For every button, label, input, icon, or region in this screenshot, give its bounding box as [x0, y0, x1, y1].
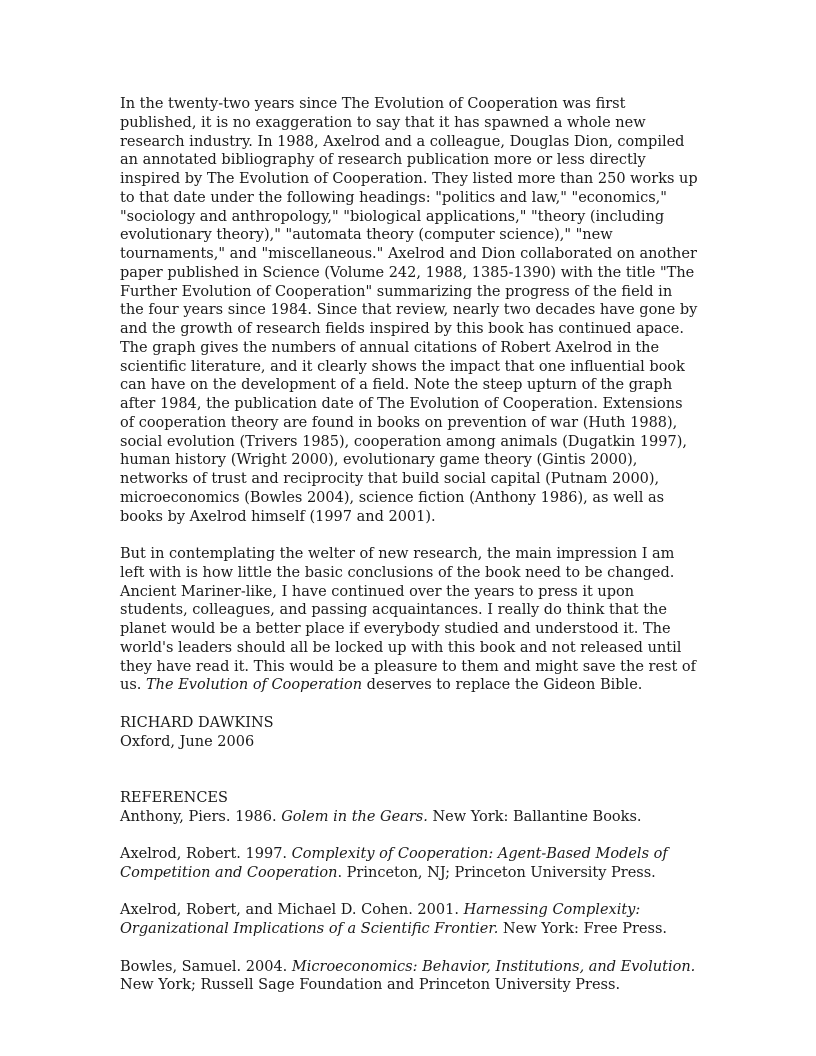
reference-spacer [120, 939, 700, 958]
section-spacer [120, 751, 700, 789]
document-page [120, 95, 700, 995]
reference-entry: Anthony, Piers. 1986. Golem in the Gears. New York: Ballantine Books. [120, 808, 642, 825]
reference-entry: Bowles, Samuel. 2004. Microeconomics: Behavior, Institutions, and Evolution. New York; Russell Sage Foundation and Princeton University Press. [120, 958, 696, 994]
reference-title: Harnessing Complexity: Organizational Implications of a Scientific Frontier. [120, 902, 641, 937]
reference-entry: Axelrod, Robert. 1997. Complexity of Cooperation: Agent-Based Models of Competition and Cooperation. Princeton, NJ; Princeton University Press. [120, 846, 668, 881]
body-paragraph-1: In the twenty-two years since The Evolution of Cooperation was first published, it is no exaggeration to say that it has spawned a whole new research industry. In 1988, Axelrod and a colleague, Douglas Dion, compiled an annotated bibliography of research publication more or less directly inspired by The Evolution of Cooperation. They listed more than 250 works up to that date under the following headings: "politics and law," "economics," "sociology and anthropology," "biological applications," "theory (including evolutionary theory)," "automata theory (computer science)," "new tournaments," and "miscellaneous." Axelrod and Dion collaborated on another paper published in Science (Volume 242, 1988, 1385-1390) with the title "The Further Evolution of Cooperation" summarizing the progress of the field in the four years since 1984. Since that review, nearly two decades have gone by and the growth of research fields inspired by this book has continued apace. The graph gives the numbers of annual citations of Robert Axelrod in the scientific literature, and it clearly shows the impact that one influential book can have on the development of a field. Note the steep upturn of the graph after 1984, the publication date of The Evolution of Cooperation. Extensions of cooperation theory are found in books on prevention of war (Huth 1988), social evolution (Trivers 1985), cooperation among animals (Dugatkin 1997), human history (Wright 2000), evolutionary game theory (Gintis 2000), networks of trust and reciprocity that build social capital (Putnam 2000), microeconomics (Bowles 2004), science fiction (Anthony 1986), as well as books by Axelrod himself (1997 and 2001). [120, 96, 698, 525]
paragraph-spacer [120, 695, 700, 714]
place-date: Oxford, June 2006 [120, 733, 255, 750]
reference-entry: Axelrod, Robert, and Michael D. Cohen. 2001. Harnessing Complexity: Organizational Implications of a Scientific Frontier. New York: Free Press. [120, 902, 667, 937]
reference-title: Golem in the Gears. [281, 808, 428, 825]
references-heading: REFERENCES [120, 789, 228, 806]
paragraph-spacer [120, 526, 700, 545]
reference-spacer [120, 826, 700, 845]
reference-spacer [120, 883, 700, 902]
reference-title: Complexity of Cooperation: Agent-Based Models of Competition and Cooperation [120, 846, 668, 881]
reference-title: Microeconomics: Behavior, Institutions, and Evolution. [291, 958, 696, 975]
author-name: RICHARD DAWKINS [120, 714, 274, 731]
paragraph-2-ending: deserves to replace the Gideon Bible. [362, 677, 643, 694]
body-paragraph-2 [120, 545, 700, 695]
paragraph-2-text: But in contemplating the welter of new research, the main impression I am left with is how little the basic conclusions of the book need to be changed. Ancient Mariner-like, I have continued over the years to press it upon students, colleagues, and passing acquaintances. I really do think that the planet would be a better place if everybody studied and understood it. The world's leaders should all be locked up with this book and not released until they have read it. This would be a pleasure to them and might save the rest of us. [120, 546, 697, 694]
book-title: The Evolution of Cooperation [146, 677, 363, 694]
